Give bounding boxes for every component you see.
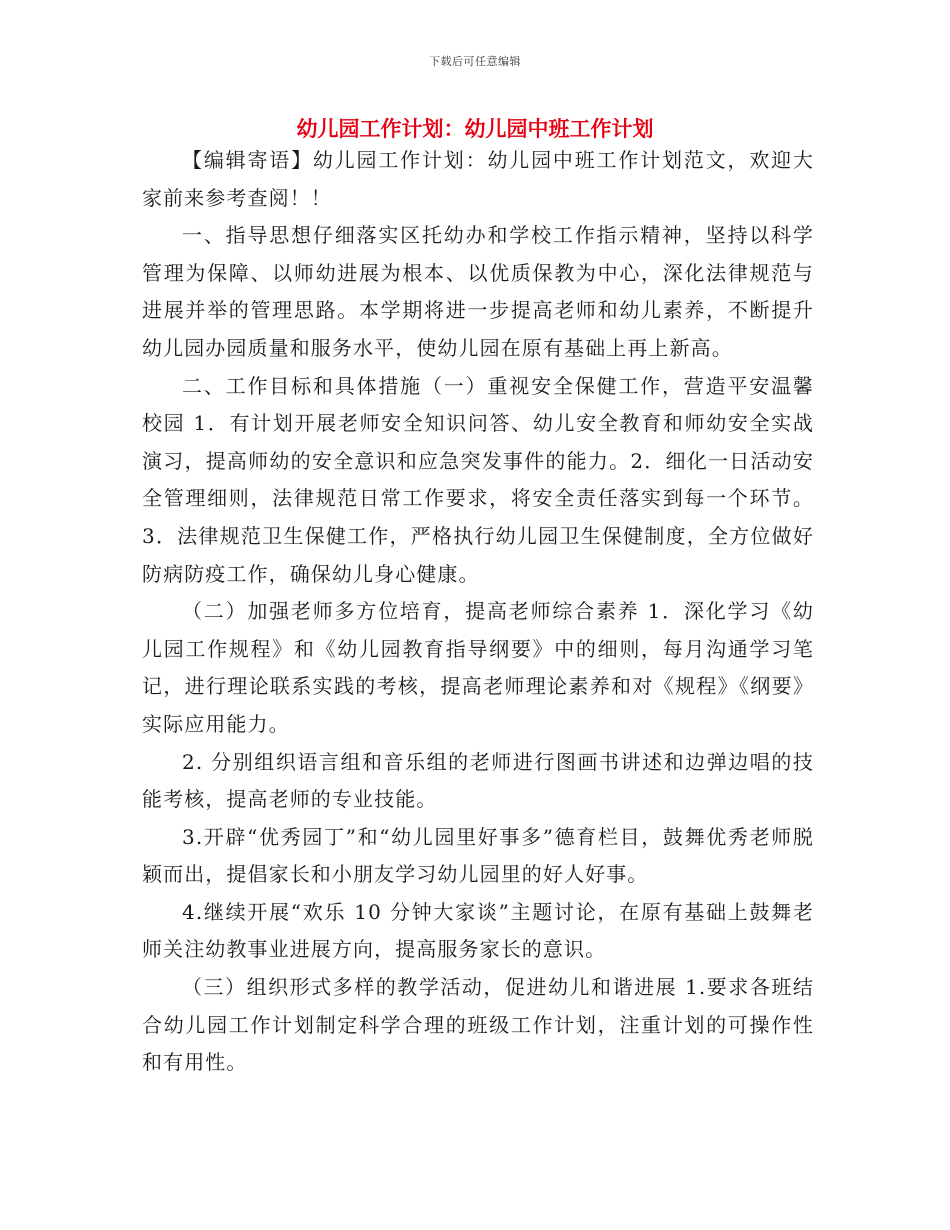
paragraph-teacher-training: （二）加强老师多方位培育，提高老师综合素养 1．深化学习《幼儿园工作规程》和《幼儿园教育指导纲要》中的细则，每月沟通学习笔记，进行理论联系实践的考核，提高老师理论素养和对《规程》《纲要》实际应用能力。	[142, 599, 814, 736]
paragraph-guiding-ideology: 一、指导思想仔细落实区托幼办和学校工作指示精神，坚持以科学管理为保障、以师幼进展为根本、以优质保教为中心，深化法律规范与进展并举的管理思路。本学期将进一步提高老师和幼儿素养，不断提升幼儿园办园质量和服务水平，使幼儿园在原有基础上再上新高。	[142, 223, 814, 360]
paragraph-goals-and-measures: 二、工作目标和具体措施（一）重视安全保健工作，营造平安温馨校园 1．有计划开展老师安全知识问答、幼儿安全教育和师幼安全实战演习，提高师幼的安全意识和应急突发事件的能力。2．细化一日活动安全管理细则，法律规范日常工作要求，将安全责任落实到每一个环节。3．法律规范卫生保健工作，严格执行幼儿园卫生保健制度，全方位做好防病防疫工作，确保幼儿身心健康。	[142, 373, 814, 586]
document-title: 幼儿园工作计划：幼儿园中班工作计划	[296, 116, 654, 141]
paragraph-moral-column: 3.开辟“优秀园丁”和“幼儿园里好事多”德育栏目，鼓舞优秀老师脱颖而出，提倡家长和小朋友学习幼儿园里的好人好事。	[142, 824, 814, 887]
paragraph-skill-assessment: 2. 分别组织语言组和音乐组的老师进行图画书讲述和边弹边唱的技能考核，提高老师的专业技能。	[142, 749, 814, 812]
paragraph-topic-discussion: 4.继续开展“欢乐 10 分钟大家谈”主题讨论，在原有基础上鼓舞老师关注幼教事业进展方向，提高服务家长的意识。	[142, 899, 814, 962]
paragraph-teaching-activities: （三）组织形式多样的教学活动，促进幼儿和谐进展 1.要求各班结合幼儿园工作计划制定科学合理的班级工作计划，注重计划的可操作性和有用性。	[142, 975, 814, 1075]
page-header: 下载后可任意编辑	[429, 55, 521, 68]
document-body	[142, 142, 814, 1082]
paragraph-editor-note: 【编辑寄语】幼儿园工作计划：幼儿园中班工作计划范文，欢迎大家前来参考查阅！！	[142, 148, 814, 210]
